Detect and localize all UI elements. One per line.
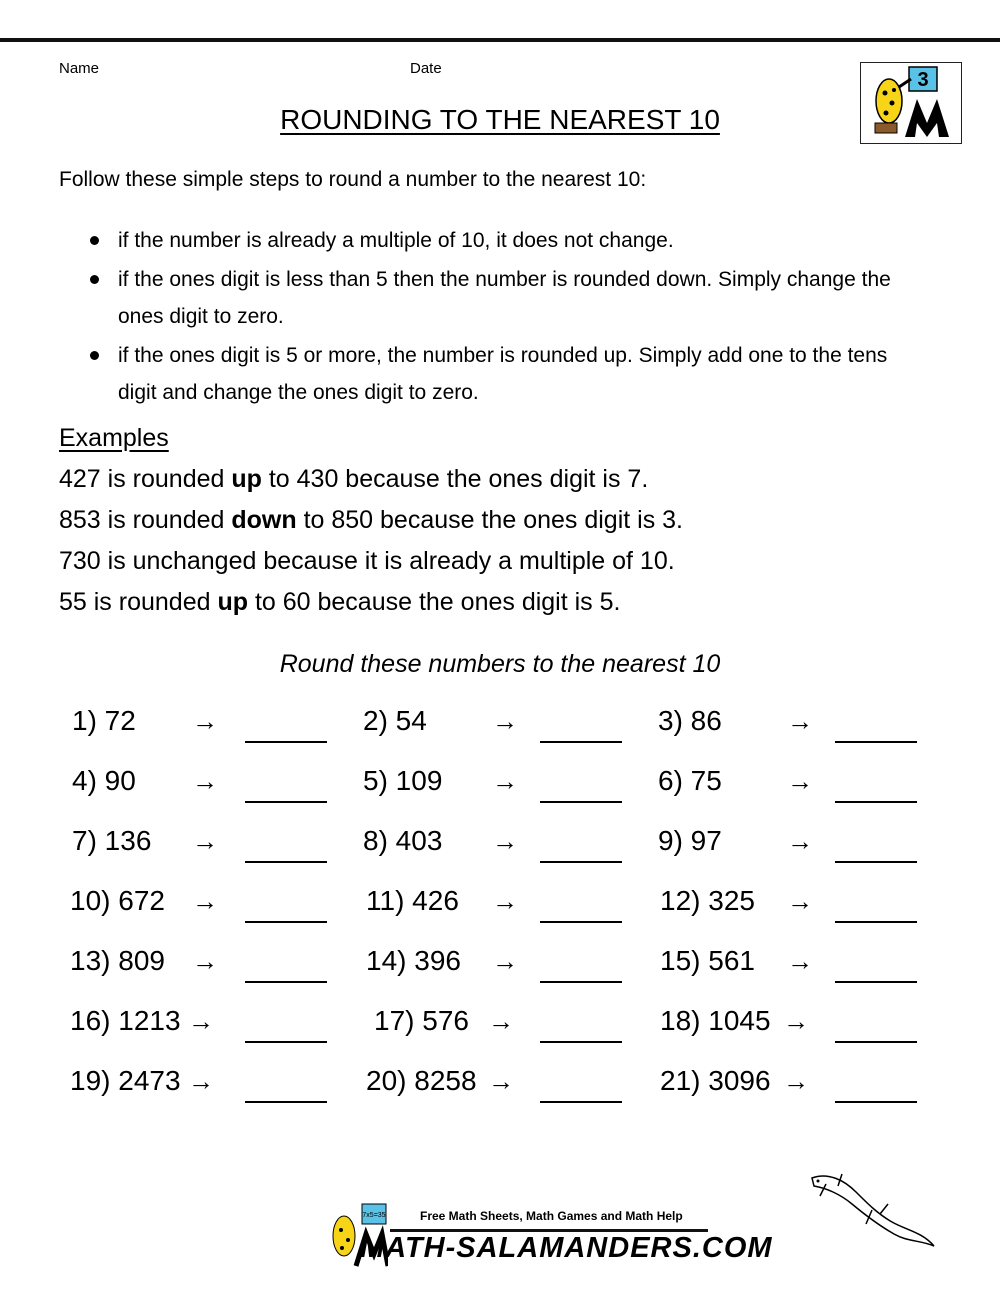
footer-brand: MATH-SALAMANDERS.COM [360, 1232, 773, 1264]
rules-list [88, 222, 928, 413]
arrow-icon: → [192, 766, 218, 796]
rule-item: if the number is already a multiple of 10, it does not change. [88, 222, 928, 259]
top-rule [0, 38, 1000, 42]
answer-blank[interactable] [245, 921, 327, 923]
problem-number: 3) 86 [658, 705, 722, 736]
page-title: ROUNDING TO THE NEAREST 10 [280, 104, 720, 135]
rule-item: if the ones digit is 5 or more, the number is rounded up. Simply add one to the tens digit and change the ones digit to zero. [88, 337, 928, 411]
problem-number: 19) 2473 [70, 1065, 181, 1096]
arrow-icon: → [192, 946, 218, 976]
intro-text: Follow these simple steps to round a number to the nearest 10: [59, 168, 647, 191]
rule-item: if the ones digit is less than 5 then the number is rounded down. Simply change the ones digit to zero. [88, 261, 928, 335]
arrow-icon: → [192, 886, 218, 916]
problem-number: 9) 97 [658, 825, 722, 856]
problem-number: 18) 1045 [660, 1005, 771, 1036]
arrow-icon: → [492, 706, 518, 736]
arrow-icon: → [492, 886, 518, 916]
problem-number: 15) 561 [660, 945, 755, 976]
answer-blank[interactable] [245, 1041, 327, 1043]
answer-blank[interactable] [540, 1041, 622, 1043]
problem-number: 13) 809 [70, 945, 165, 976]
arrow-icon: → [488, 1006, 514, 1036]
answer-blank[interactable] [540, 741, 622, 743]
arrow-icon: → [192, 826, 218, 856]
answer-blank[interactable] [540, 861, 622, 863]
answer-blank[interactable] [540, 981, 622, 983]
footer-tagline: Free Math Sheets, Math Games and Math Help [420, 1209, 683, 1223]
answer-blank[interactable] [540, 801, 622, 803]
grade-number: 3 [917, 69, 929, 91]
answer-blank[interactable] [835, 1041, 917, 1043]
problem-number: 8) 403 [363, 825, 443, 856]
example-line: 730 is unchanged because it is already a multiple of 10. [59, 547, 675, 575]
arrow-icon: → [787, 946, 813, 976]
arrow-icon: → [492, 766, 518, 796]
arrow-icon: → [188, 1006, 214, 1036]
problem-number: 12) 325 [660, 885, 755, 916]
problem-number: 2) 54 [363, 705, 427, 736]
arrow-icon: → [492, 946, 518, 976]
arrow-icon: → [787, 826, 813, 856]
answer-blank[interactable] [245, 1101, 327, 1103]
answer-blank[interactable] [540, 921, 622, 923]
problem-number: 20) 8258 [366, 1065, 477, 1096]
instruction-text: Round these numbers to the nearest 10 [279, 650, 721, 678]
answer-blank[interactable] [835, 1101, 917, 1103]
salamander-drawing-icon [808, 1170, 938, 1252]
arrow-icon: → [783, 1066, 809, 1096]
footer-logo-badge: 7x5=35 [362, 1212, 386, 1219]
answer-blank[interactable] [835, 861, 917, 863]
problem-number: 5) 109 [363, 765, 443, 796]
example-line: 55 is rounded up to 60 because the ones digit is 5. [59, 588, 621, 616]
answer-blank[interactable] [245, 861, 327, 863]
answer-blank[interactable] [835, 981, 917, 983]
answer-blank[interactable] [245, 981, 327, 983]
answer-blank[interactable] [835, 801, 917, 803]
arrow-icon: → [787, 706, 813, 736]
problem-number: 4) 90 [72, 765, 136, 796]
problem-number: 10) 672 [70, 885, 165, 916]
arrow-icon: → [787, 886, 813, 916]
problem-number: 6) 75 [658, 765, 722, 796]
problem-number: 14) 396 [366, 945, 461, 976]
examples-heading: Examples [59, 424, 169, 452]
answer-blank[interactable] [245, 741, 327, 743]
problem-number: 17) 576 [374, 1005, 469, 1036]
arrow-icon: → [488, 1066, 514, 1096]
arrow-icon: → [783, 1006, 809, 1036]
example-line: 853 is rounded down to 850 because the ones digit is 3. [59, 506, 684, 534]
answer-blank[interactable] [540, 1101, 622, 1103]
example-line: 427 is rounded up to 430 because the ones digit is 7. [59, 465, 649, 493]
name-label: Name [59, 60, 100, 77]
problem-number: 7) 136 [72, 825, 152, 856]
arrow-icon: → [188, 1066, 214, 1096]
problem-number: 1) 72 [72, 705, 136, 736]
answer-blank[interactable] [245, 801, 327, 803]
date-label: Date [410, 60, 442, 77]
problem-number: 16) 1213 [70, 1005, 181, 1036]
arrow-icon: → [492, 826, 518, 856]
problem-number: 11) 426 [366, 885, 459, 916]
arrow-icon: → [787, 766, 813, 796]
answer-blank[interactable] [835, 921, 917, 923]
problem-number: 21) 3096 [660, 1065, 771, 1096]
answer-blank[interactable] [835, 741, 917, 743]
arrow-icon: → [192, 706, 218, 736]
